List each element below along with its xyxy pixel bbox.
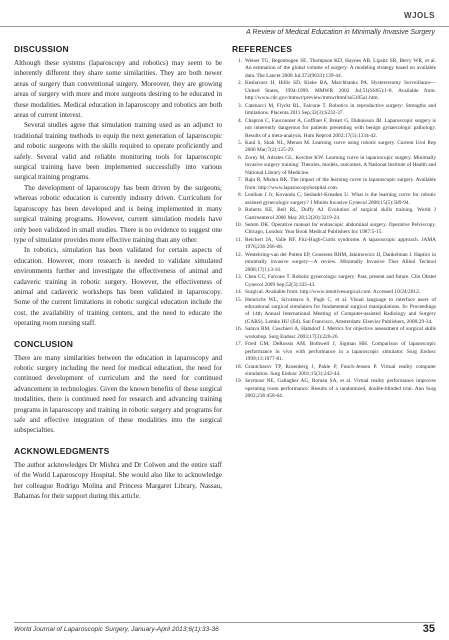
reference-text: Chapron C, Fauconnier A, Goffinet F, Bréart G, Dubuisson JB. Laparoscopic surgery is not inherently dangerous for patients presenting with benign gynaecologic pathology. Results of a meta-analysis. Hum Reprod 2002;17(5):1334-42.	[245, 117, 436, 139]
reference-number: 13.	[235, 274, 242, 281]
reference-item	[232, 58, 436, 80]
reference-item	[232, 341, 436, 363]
reference-number: 7.	[237, 177, 242, 184]
reference-item	[232, 118, 436, 140]
reference-item	[232, 103, 436, 118]
reference-text: Zorey M, Adrales GL, Kercher KW. Learning curve in laparoscopic surgery. Minimally invasive surgery training: Theories, models, outcomes. A National Institute of Health and National Library of Medicine.	[245, 154, 436, 176]
discussion-paragraph: Although these systems (laparoscopy and robotics) may seem to be inherently different they share some similarities. They are both newer areas of surgery than conventional surgery. Moreover, they are growing areas of surgery with more and more surgeons desiring to be educated in these modalities. Medical education in laparoscopy and robotics are both areas of current interest.	[14, 59, 222, 120]
reference-item	[232, 364, 436, 379]
reference-item	[232, 80, 436, 102]
discussion-heading: DISCUSSION	[14, 44, 69, 54]
discussion-paragraph: Several studies agree that simulation training used as an adjunct to traditional training methods to equip the next generation of laparoscopic and robotic surgeons with the skills required to operate proficiently and safely. Several valid and reliable monitoring tools for laparoscopic surgical training have been implemented successfully into various surgical training programs.	[14, 121, 222, 182]
reference-number: 2.	[237, 80, 242, 87]
reference-text: Lenihan J Jr, Kovanda C, Seshadri-Kreaden U. What is the learning curve for robotic assisted gynecologic surgery? J Minim Invasive Gynecol 2008;15(5):589-94.	[245, 192, 436, 206]
journal-tag: WJOLS	[404, 11, 435, 20]
reference-item	[232, 192, 436, 207]
reference-text: Kaul S, Shah NL, Menon M. Learning curve using robotic surgery. Current Urol Rep 2006 Mar;7(2):125-29.	[245, 139, 436, 154]
reference-item	[232, 222, 436, 237]
reference-item	[232, 155, 436, 177]
reference-item	[232, 140, 436, 155]
reference-number: 12.	[235, 251, 242, 258]
reference-text: Fried GM, DeRossis AM, Bothwell J, Sigman HH. Comparison of laparoscopic performance in vivo with performance in a laparoscopic simulator. Surg Endosc 1999;13:1077-81.	[245, 341, 436, 363]
reference-number: 9.	[237, 207, 242, 214]
reference-text: Reichert JA, Valle RF. Fitz-Hugh-Curtis syndrome. A laparoscopic approach. JAMA 1976;236:266-68.	[245, 236, 436, 251]
reference-list	[232, 58, 436, 401]
reference-number: 8.	[237, 192, 242, 199]
reference-number: 4.	[237, 117, 242, 124]
reference-text: Roberts KE, Bell RL, Duffy AJ. Evolution of surgical skills training. World J Gastroenterol 2006 May 28;12(20):3219-24.	[245, 207, 436, 221]
footer-citation: World Journal of Laparoscopic Surgery, January-April 2013;6(1):33-36	[14, 626, 219, 633]
reference-text: Seymour NE, Gallagher AG, Roman SA, et al. Virtual reality performance improves operating room performance: Results of a randomized, double-blinded trial. Ann Surg 2002;236:458-64.	[245, 378, 436, 400]
conclusion-section	[14, 339, 222, 436]
conclusion-heading: CONCLUSION	[14, 338, 74, 349]
reference-number: 6.	[237, 154, 242, 161]
reference-text: Raju R, Mishra RK. The impact of the learning curve in laparoscopic surgery. Available from: http://www.laparoscopyhospital.com.	[245, 177, 436, 191]
reference-text: Keshavarz H, Hillis SD, Kieke BA, Marchbanks PA. Hysterectomy Surveillance—United States, 1994-1999. MMWR 2002 Jul;51(SS05):1-8. Available from: http://www.cdc.gov/mmwr/preview/mmwrhtml/ss5105a1.htm.	[245, 80, 436, 102]
reference-item	[232, 237, 436, 252]
page-number: 35	[422, 623, 435, 635]
reference-item	[232, 207, 436, 222]
references-heading: REFERENCES	[232, 44, 293, 54]
right-column	[232, 44, 436, 401]
reference-number: 19.	[235, 378, 242, 385]
reference-text: Grantcharov TP, Rosenberg J, Pahle P, Funch-Jensen P. Virtual reality computer simulation. Surg Endosc 2001;15(3):242-44.	[245, 363, 436, 378]
acknowledgments-heading: ACKNOWLEDGMENTS	[14, 445, 110, 456]
reference-text: Chen CC, Falcone T. Robotic gynecologic surgery: Past, present and future. Clin Obstet Gynecol 2009 Sep;52(3):335-43.	[245, 274, 436, 288]
reference-number: 3.	[237, 102, 242, 109]
reference-number: 16.	[235, 326, 242, 333]
reference-number: 10.	[235, 221, 242, 228]
header-rule	[0, 26, 449, 27]
reference-text: Heinrichs WL, Srivastava S, Pugh C, et al. Visual language to interface users of educational surgical simulators for fundamental surgical manipulations. In: Proceedings of 14th Annual International Meeting of Computer-assisted Radiology and Surgery (CARS). Lemke HU (Ed). San Francisco, Amsterdam: Elsevier Publishers, 2000:29-34.	[245, 296, 436, 325]
reference-item	[232, 274, 436, 289]
acknowledgments-section	[14, 446, 222, 502]
reference-item	[232, 297, 436, 327]
acknowledgments-paragraph: The author acknowledges Dr Mishra and Dr Colwen and the entire staff of the World Laparoscopy Hospital. She would also like to acknowledge her colleague Rodrigo Molina and Princess Margaret Library, Nassau, Bahamas for their support during this article.	[14, 460, 222, 501]
reference-number: 18.	[235, 363, 242, 370]
reference-item	[232, 252, 436, 274]
reference-text: Weiser TG, Regenbogen SE, Thompson KD, Haynes AB, Lipsitz SR, Berry WR, et al. An estimation of the global volume of surgery: A modeling strategy based on available data. The Lancet 2008 Jul;372(9633):139-44.	[245, 58, 436, 79]
discussion-paragraph: The development of laparoscopy has been driven by the surgeons; whereas robotic education is currently industry driven. Curriculum for laparoscopy has been developed and is being implemented in many surgical training programs. However, current simulation models have only been validated in small studies. There is no evidence to suggest one type of simulator provides more effective training than any other.	[14, 183, 222, 244]
left-column	[14, 44, 222, 501]
reference-item	[232, 177, 436, 192]
running-title: A Review of Medical Education in Minimally Invasive Surgery	[246, 29, 435, 36]
reference-item	[232, 289, 436, 296]
reference-text: Catenacci M, Flyckt RL, Falcone T. Robotics in reproductive surgery: Strengths and limitations. Placenta 2011 Sep;32(3):S232-37.	[245, 102, 436, 117]
reference-number: 11.	[235, 236, 242, 243]
reference-text: Surgical. Available from: http://www.intuitivesurgical.com. Accessed 10/24/2012.	[245, 289, 421, 296]
reference-text: Westebring-van der Putten EP, Goossens RHM, Jakimowicz JJ, Dankelman J. Haptics in minimally invasive surgery—A review. Minimally Invasive Ther Allied Technol 2008;17(1):3-16.	[245, 251, 436, 273]
reference-number: 14.	[235, 289, 242, 296]
discussion-paragraph: In robotics, simulation has been validated for certain aspects of education. However, more research is needed to validate simulated environments further and investigate the effectiveness of animal and cadaveric training in robotic surgery. However, the effectiveness of animal and cadaveric workshops has been validated in laparoscopy. Some of the current limitations in robotic surgical education include the cost, the availability of training centers, and the need to educate the operating room nursing staff.	[14, 246, 222, 328]
footer-rule	[14, 622, 435, 623]
reference-item	[232, 378, 436, 400]
reference-text: Satava RM, Cuschieri A, Hamdorf J. Metrics for objective assessment of surgical skills workshop. Surg Endosc 2003;17(3):220-26.	[245, 326, 436, 340]
reference-number: 15.	[235, 296, 242, 303]
reference-item	[232, 326, 436, 341]
reference-text: Semm DK. Operative manual for endoscopic abdominal surgery. Operative Pelviscopy. Chicago, London: Year Book Medical Publishers Inc 1987:5-15.	[245, 221, 436, 236]
discussion-section	[14, 44, 222, 329]
reference-number: 1.	[237, 58, 242, 64]
conclusion-paragraph: There are many similarities between the education in laparoscopy and robotic surgery including the need for medical education, the need for continued development of curriculum and the need for continued advancement in technologies. Given the known benefits of these surgical modalities, there is continued need for research and advancing training programs in laparoscopy and training in robotic surgery and programs for safe and effective integration of these modalities into the surgical subspecialties.	[14, 353, 222, 435]
reference-number: 17.	[235, 341, 242, 348]
reference-number: 5.	[237, 139, 242, 146]
